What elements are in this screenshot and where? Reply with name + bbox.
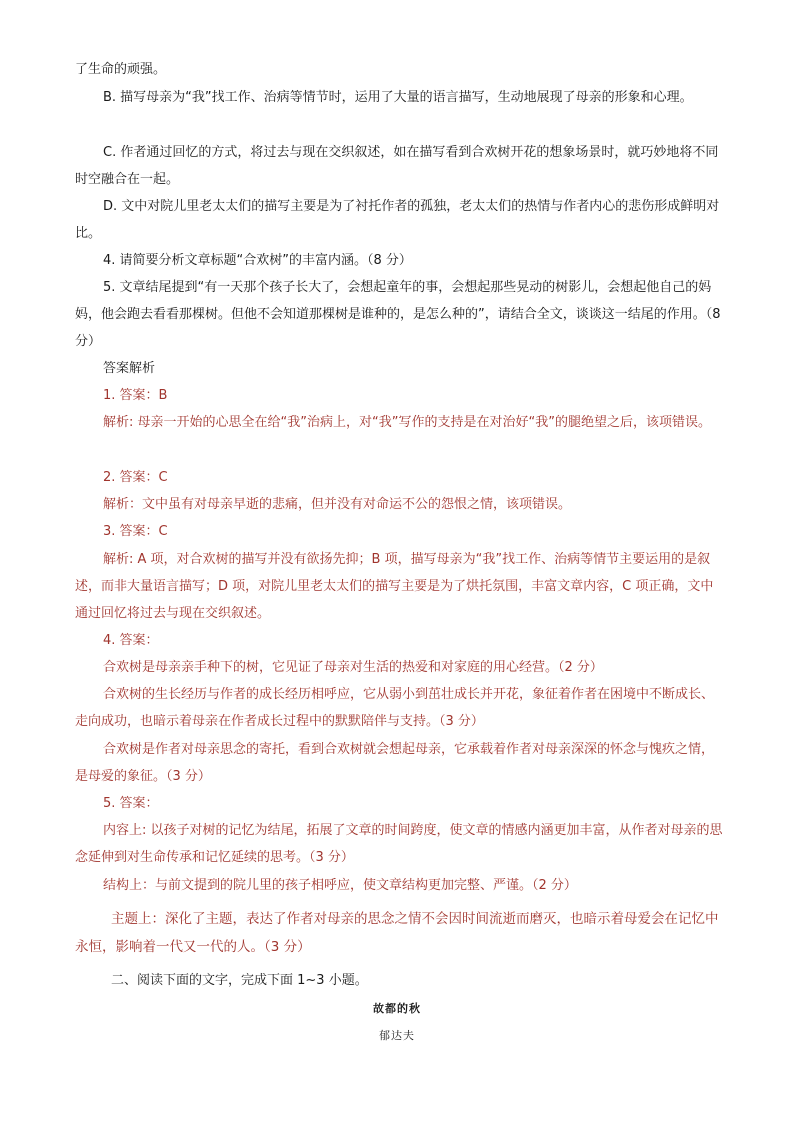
analysis-3 xyxy=(75,546,725,627)
analysis-1-quote: “我” xyxy=(528,415,555,430)
question-5: 5. 文章结尾提到“有一天那个孩子长大了，会想起童年的事，会想起那些晃动的树影儿，会想起他自己的妈妈，他会跑去看看那棵树。但他不会知道那棵树是谁种的，是怎么种的”，请结合全文，谈谈这一结尾的作用。（8 分） xyxy=(75,280,721,349)
answer-5-heading: 5. 答案： xyxy=(103,796,159,811)
analysis-1-part: 写作的支持是在对治好 xyxy=(398,415,529,430)
analysis-3-quote: “我” xyxy=(475,552,503,567)
answer-5-theme: 主题上：深化了主题，表达了作者对母亲的思念之情不会因时间流逝而磨灭，也暗示着母爱会在记忆中永恒，影响着一代又一代的人。（3 分） xyxy=(75,911,719,955)
analysis-1-quote: “我” xyxy=(280,415,307,430)
answer-4-heading: 4. 答案： xyxy=(103,633,159,648)
analysis-1-part: 治病上，对 xyxy=(307,415,373,430)
answer-heading: 答案解析 xyxy=(103,361,156,376)
option-d: D. 文中对院儿里老太太们的描写主要是为了衬托作者的孤独，老太太们的热情与作者内心的悲伤形成鲜明对比。 xyxy=(75,199,720,241)
text-line-continuation: 了生命的顽强。 xyxy=(75,62,167,77)
answer-5-content: 内容上: 以孩子对树的记忆为结尾，拓展了文章的时间跨度，使文章的情感内涵更加丰富，从作者对母亲的思念延伸到对生命传承和记忆延续的思考。（3 分） xyxy=(75,823,723,865)
option-c: C. 作者通过回忆的方式，将过去与现在交织叙述，如在描写看到合欢树开花的想象场景时，就巧妙地将不同时空融合在一起。 xyxy=(75,145,719,187)
article-author: 郁达夫 xyxy=(379,1029,415,1042)
option-b: B. 描写母亲为“我”找工作、治病等情节时，运用了大量的语言描写，生动地展现了母亲的形象和心理。 xyxy=(103,90,693,105)
answer-1: 1. 答案：B xyxy=(103,388,168,403)
answer-4-point-2: 合欢树的生长经历与作者的成长经历相呼应，它从弱小到茁壮成长并开花，象征着作者在困境中不断成长、走向成功，也暗示着母亲在作者成长过程中的默默陪伴与支持。（3 分） xyxy=(75,687,715,729)
answer-5-structure: 结构上：与前文提到的院儿里的孩子相呼应，使文章结构更加完整、严谨。（2 分） xyxy=(103,878,577,893)
analysis-1-part: 的腿绝望之后，该项错误。 xyxy=(555,415,712,430)
analysis-1-part: 解析: 母亲一开始的心思全在给 xyxy=(103,415,281,430)
answer-2: 2. 答案：C xyxy=(103,470,168,485)
question-4: 4. 请简要分析文章标题“合欢树”的丰富内涵。（8 分） xyxy=(103,253,412,268)
analysis-3-part: 找工作、治病等情节主要运用的是叙述，而非大量语言描写；D 项，对院儿里老太太们的描写主要是为了烘托氛围，丰富文章内容，C 项正确，文中通过回忆将过去与现在交织叙述。 xyxy=(75,552,714,621)
analysis-2: 解析：文中虽有对母亲早逝的悲痛，但并没有对命运不公的怨恨之情，该项错误。 xyxy=(103,497,572,512)
analysis-3-part: 解析: A 项，对合欢树的描写并没有欲扬先抑；B 项，描写母亲为 xyxy=(103,552,476,567)
answer-3: 3. 答案：C xyxy=(103,524,168,539)
article-title: 故都的秋 xyxy=(373,1002,421,1015)
answer-4-point-1: 合欢树是母亲亲手种下的树，它见证了母亲对生活的热爱和对家庭的用心经营。（2 分） xyxy=(103,660,603,675)
analysis-1-quote: “我” xyxy=(372,415,399,430)
analysis-1 xyxy=(75,409,725,436)
section-2-heading: 二、阅读下面的文字，完成下面 1~3 小题。 xyxy=(111,973,368,988)
answer-4-point-3: 合欢树是作者对母亲思念的寄托，看到合欢树就会想起母亲，它承载着作者对母亲深深的怀念与愧疚之情，是母爱的象征。（3 分） xyxy=(75,742,715,784)
